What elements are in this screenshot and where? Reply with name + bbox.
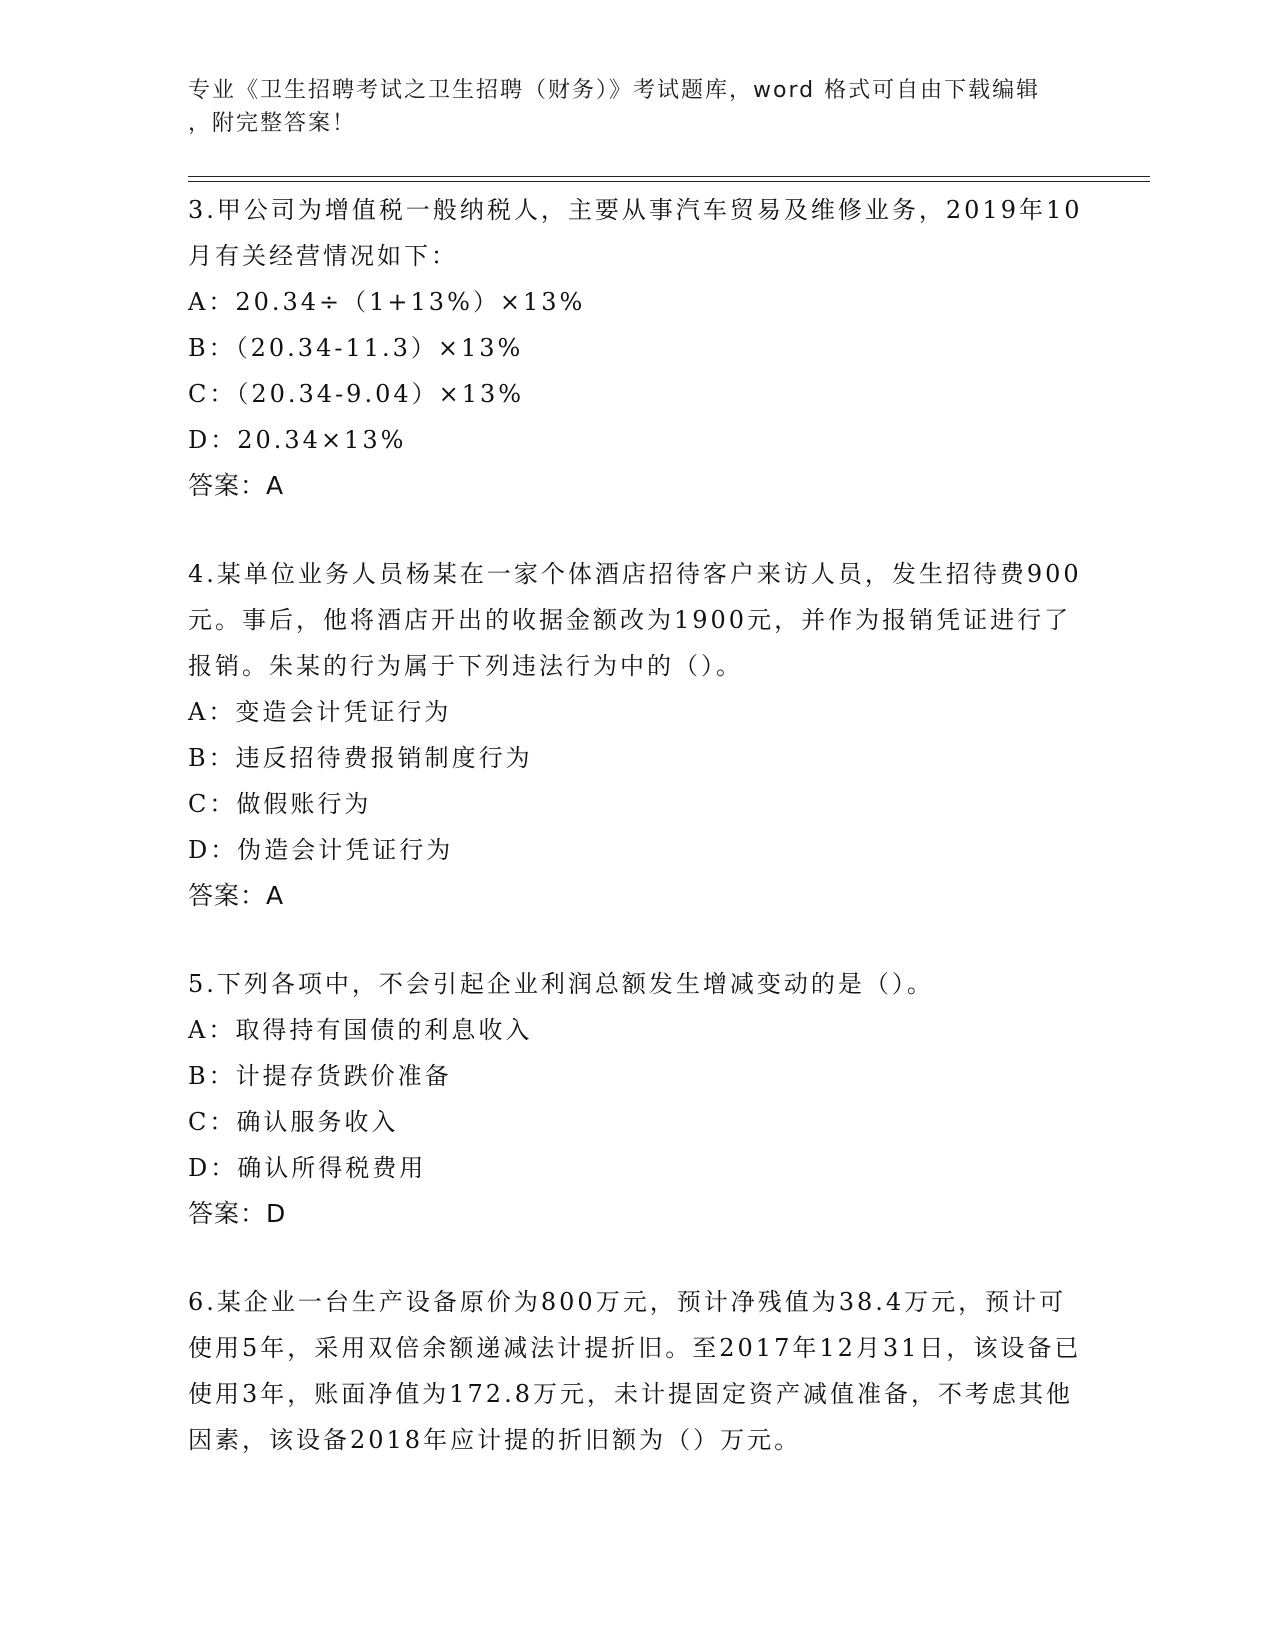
option-d: D：伪造会计凭证行为 xyxy=(188,836,454,864)
option-b: B：（20.34-11.3）×13% xyxy=(188,334,524,362)
option-b: B：违反招待费报销制度行为 xyxy=(188,744,533,772)
question-4 xyxy=(188,551,1088,919)
header-line-2: ，附完整答案！ xyxy=(188,111,357,136)
question-stem: 4.某单位业务人员杨某在一家个体酒店招待客户来访人员，发生招待费900元。事后，他将酒店开出的收据金额改为1900元，并作为报销凭证进行了报销。朱某的行为属于下列违法行为中的（）。 xyxy=(188,560,1082,680)
answer-line: 答案：A xyxy=(188,471,285,500)
option-c: C：做假账行为 xyxy=(188,790,372,818)
option-c: C：（20.34-9.04）×13% xyxy=(188,380,525,408)
question-5 xyxy=(188,961,1088,1237)
question-stem: 5.下列各项中，不会引起企业利润总额发生增减变动的是（）。 xyxy=(188,970,934,998)
header-divider-top xyxy=(188,176,1150,177)
question-6 xyxy=(188,1279,1088,1463)
option-d: D：20.34×13% xyxy=(188,426,407,454)
option-b: B：计提存货跌价准备 xyxy=(188,1062,452,1090)
question-list xyxy=(188,187,1088,1463)
option-a: A：取得持有国债的利息收入 xyxy=(188,1016,533,1044)
question-stem: 3.甲公司为增值税一般纳税人，主要从事汽车贸易及维修业务，2019年10月有关经营情况如下： xyxy=(188,196,1083,270)
question-spacer xyxy=(188,509,1088,551)
answer-line: 答案：D xyxy=(188,1199,287,1228)
option-d: D：确认所得税费用 xyxy=(188,1154,427,1182)
question-spacer xyxy=(188,1237,1088,1279)
header-line-1: 专业《卫生招聘考试之卫生招聘（财务）》考试题库，word 格式可自由下载编辑 xyxy=(188,78,1041,103)
document-header xyxy=(188,74,1068,140)
question-stem: 6.某企业一台生产设备原价为800万元，预计净残值为38.4万元，预计可使用5年，采用双倍余额递减法计提折旧。至2017年12月31日，该设备已使用3年，账面净值为172.8万元，未计提固定资产减值准备，不考虑其他因素，该设备2018年应计提的折旧额为（）万元。 xyxy=(188,1288,1082,1454)
header-divider-bottom xyxy=(188,181,1150,182)
answer-line: 答案：A xyxy=(188,881,285,910)
option-a: A：变造会计凭证行为 xyxy=(188,698,452,726)
option-a: A：20.34÷（1+13%）×13% xyxy=(188,288,586,316)
question-3 xyxy=(188,187,1088,509)
question-spacer xyxy=(188,919,1088,961)
option-c: C：确认服务收入 xyxy=(188,1108,399,1136)
